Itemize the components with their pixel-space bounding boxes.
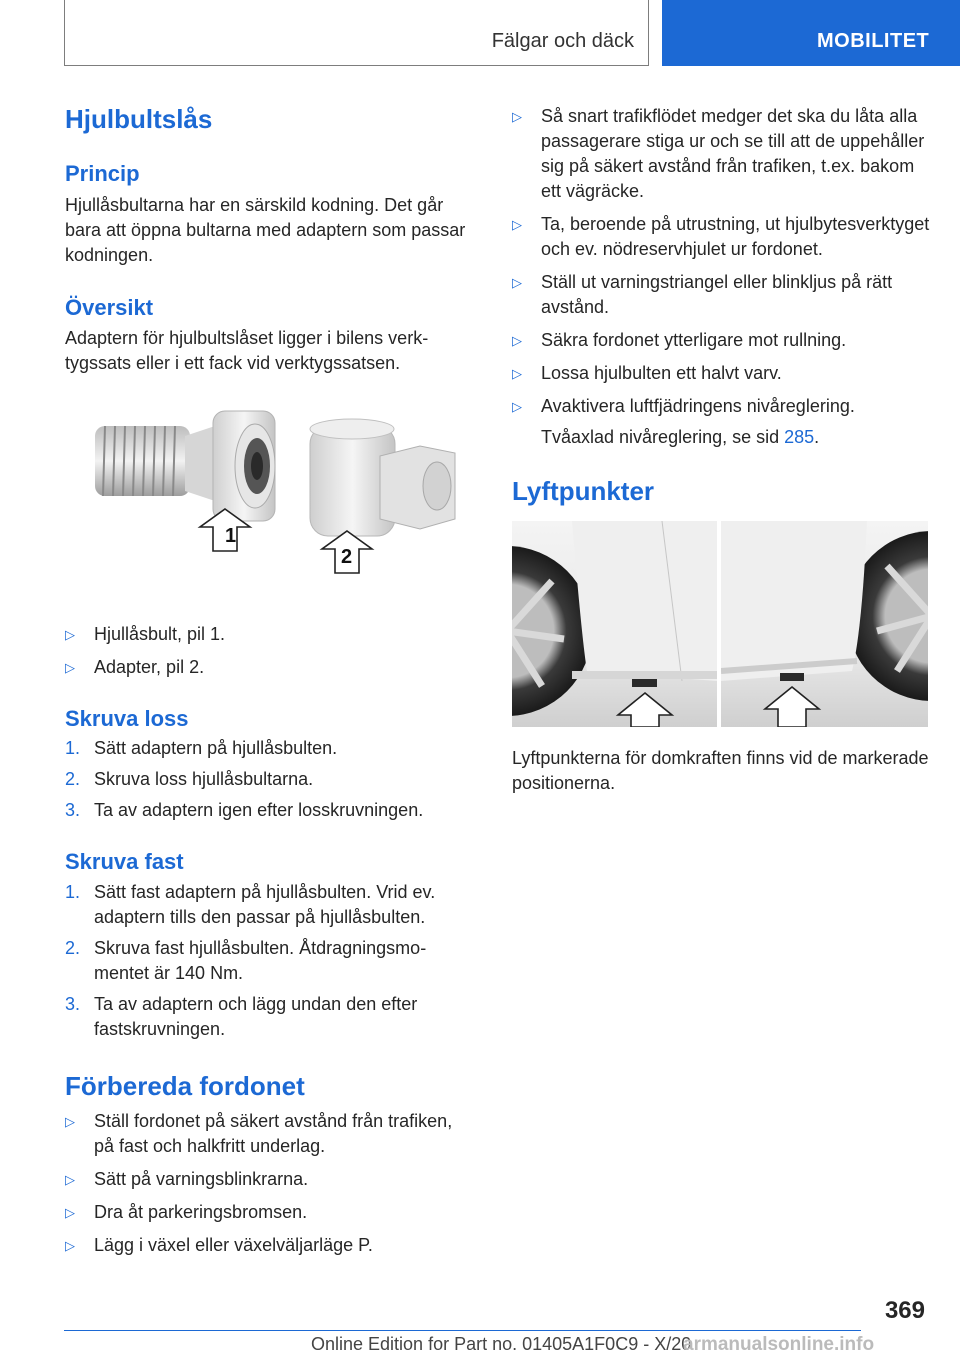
page-number: 369 [884, 1297, 925, 1324]
section-heading-lyftpunkter: Lyftpunkter [512, 476, 655, 506]
tighten-steps [65, 880, 470, 1042]
list-item: ▷ Säkra fordonet ytterligare mot rullning. [512, 328, 932, 353]
prepare-list-right [512, 104, 932, 419]
edition-text: Online Edition for Part no. 01405A1F0C9 - X/20 [311, 1334, 692, 1354]
parts-list [65, 622, 470, 680]
lift-points-illustration [512, 521, 928, 727]
chapter-tab[interactable] [662, 0, 960, 66]
wheel-lock-illustration [65, 401, 465, 596]
figure-wheel-lock-bolt [65, 401, 465, 596]
list-item: ▷ Dra åt parkeringsbromsen. [65, 1200, 470, 1225]
list-item: ▷ Ställ fordonet på säkert avstånd från trafiken, på fast och halkfritt underlag. [65, 1110, 453, 1156]
triangle-bullet-icon: ▷ [65, 1204, 75, 1220]
list-item: 3. Ta av adaptern och lägg undan den efter fastskruvningen. [65, 993, 418, 1039]
list-item: ▷ Så snart trafikflödet medger det ska du låta alla passagerare stiga ur och se till att de uppehåller sig på säkert avstånd från trafiken, t.ex. bakom ett vägräcke. [512, 106, 925, 201]
section-heading-hjulbultslas: Hjulbultslås [65, 104, 213, 134]
list-item: ▷ Sätt på varningsblinkrarna. [65, 1167, 470, 1192]
figure-label-2: 2 [341, 545, 353, 568]
watermark-logo: armanualsonline.info [683, 1334, 875, 1355]
triangle-bullet-icon: ▷ [512, 399, 522, 414]
triangle-bullet-icon: ▷ [65, 1237, 75, 1253]
princip-text: Hjullåsbultarna har en särskild kodning. Det går bara att öppna bultarna med adaptern som passar kodningen. [65, 194, 466, 265]
footer-divider [64, 1330, 861, 1331]
triangle-bullet-icon: ▷ [65, 1171, 75, 1187]
subheading-princip: Princip [65, 161, 140, 187]
right-column [512, 104, 932, 796]
lift-points-text: Lyftpunkterna för domkraften finns vid de markerade positionerna. [512, 748, 929, 794]
left-column [65, 100, 470, 1258]
page-link-285[interactable]: 285 [784, 427, 815, 447]
triangle-bullet-icon: ▷ [512, 109, 522, 124]
triangle-bullet-icon: ▷ [512, 217, 522, 232]
section-heading-forbereda: Förbereda fordonet [65, 1070, 305, 1101]
subheading-oversikt: Översikt [65, 294, 154, 320]
figure-label-1: 1 [225, 524, 237, 547]
list-item: ▷ Avaktivera luftfjädringens nivåreglering. [512, 394, 932, 419]
list-item: ▷ Ställ ut varningstriangel eller blinkljus på rätt avstånd. [512, 272, 893, 317]
list-item: ▷ Hjullåsbult, pil 1. [65, 622, 470, 647]
list-item: ▷ Ta, beroende på utrustning, ut hjulbytesverktyget och ev. nödreservhjulet ur fordonet. [512, 214, 930, 259]
list-item: 3. Ta av adaptern igen efter losskruvningen. [65, 800, 424, 821]
list-item: 2. Skruva fast hjullåsbulten. Åtdragningsmomentet är 140 Nm. [65, 937, 427, 983]
list-item: 1. Sätt adaptern på hjullåsbulten. [65, 738, 338, 759]
triangle-bullet-icon: ▷ [512, 366, 522, 381]
oversikt-text: Adaptern för hjulbultslåset ligger i bilens verktygssats eller i ett fack vid verktygssatsen. [65, 327, 429, 373]
chapter-title: MOBILITET [817, 30, 930, 52]
subheading-skruva-fast: Skruva fast [65, 849, 184, 875]
figure-lift-points [512, 521, 928, 727]
list-item: ▷ Lossa hjulbulten ett halvt varv. [512, 361, 932, 386]
triangle-bullet-icon: ▷ [512, 275, 522, 290]
header-section-box [64, 0, 649, 66]
level-control-note: Tvåaxlad nivåreglering, se sid 285. [541, 427, 820, 447]
triangle-bullet-icon: ▷ [512, 333, 522, 348]
section-title: Fälgar och däck [491, 30, 634, 52]
list-item: 1. Sätt fast adaptern på hjullåsbulten. Vrid ev. adaptern tills den passar på hjullåsbulten. [65, 881, 436, 927]
loosen-steps [65, 736, 470, 823]
list-item: ▷ Lägg i växel eller växelväljarläge P. [65, 1233, 470, 1258]
triangle-bullet-icon: ▷ [65, 626, 75, 642]
triangle-bullet-icon: ▷ [65, 659, 75, 675]
subheading-skruva-loss: Skruva loss [65, 705, 189, 731]
list-item: ▷ Adapter, pil 2. [65, 655, 470, 680]
list-item: 2. Skruva loss hjullåsbultarna. [65, 769, 314, 790]
prepare-list-left [65, 1109, 470, 1258]
triangle-bullet-icon: ▷ [65, 1113, 75, 1129]
